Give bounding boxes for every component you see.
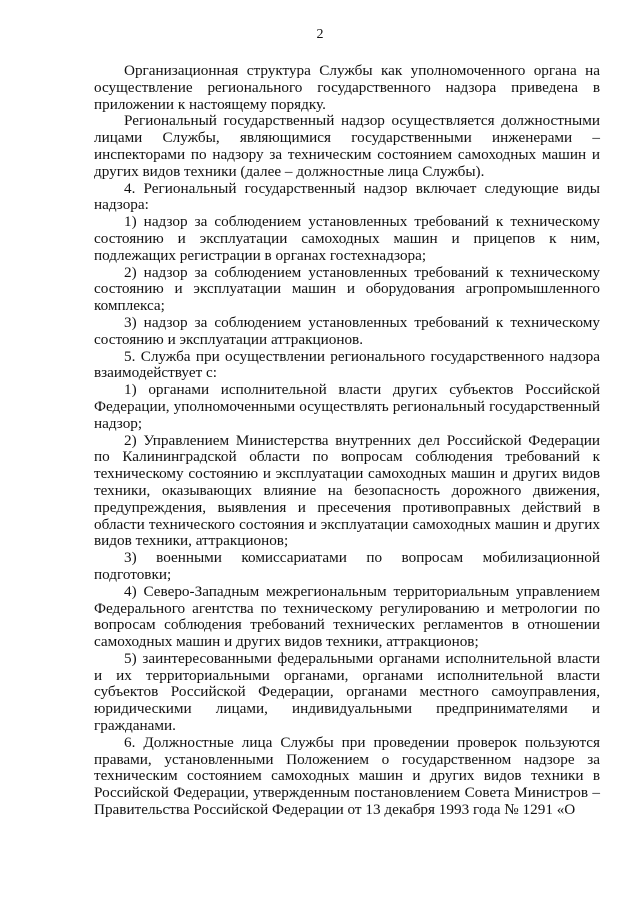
- paragraph-5-heading: 5. Служба при осуществлении регионального государственного надзора взаимодействует с:: [94, 347, 600, 382]
- paragraph-4-item-1: 1) надзор за соблюдением установленных требований к техническому состоянию и эксплуатации самоходных машин и прицепов к ним, подлежащих регистрации в органах гостехнадзора;: [94, 213, 600, 264]
- paragraph-4-item-3: 3) надзор за соблюдением установленных требований к техническому состоянию и эксплуатации аттракционов.: [94, 313, 600, 348]
- paragraph-4-heading: 4. Региональный государственный надзор включает следующие виды надзора:: [94, 179, 600, 214]
- paragraph-6: 6. Должностные лица Службы при проведении проверок пользуются правами, установленными Положением о государственном надзоре за техническим состоянием самоходных машин и других видов техники в Российской Федерации, утвержденным постановлением Совета Министров – Правительства Российской Федерации от 13 декабря 1993 года № 1291 «О: [94, 733, 600, 819]
- page-number: 2: [316, 27, 324, 42]
- paragraph-5-item-1: 1) органами исполнительной власти других субъектов Российской Федерации, уполномоченными осуществлять региональный государственный надзор;: [94, 381, 600, 432]
- paragraph-5-item-5: 5) заинтересованными федеральными органами исполнительной власти и их территориальными органами, органами исполнительной власти субъектов Российской Федерации, органами местного самоуправления, юридическими лицами, индивидуальными предпринимателями и гражданами.: [94, 649, 600, 735]
- paragraph-officials: Региональный государственный надзор осуществляется должностными лицами Службы, являющимися государственными инженерами – инспекторами по надзору за техническим состоянием самоходных машин и других видов техники (далее – должностные лица Службы).: [94, 112, 600, 180]
- paragraph-5-item-2: 2) Управлением Министерства внутренних дел Российской Федерации по Калининградской области по вопросам соблюдения требований к техническому состоянию и эксплуатации самоходных машин и других видов техники, оказывающих влияние на безопасность дорожного движения, предупреждения, выявления и пресечения противоправных действий в области технического состояния и эксплуатации самоходных машин и других видов техники, аттракционов;: [94, 431, 600, 550]
- paragraph-5-item-4: 4) Северо-Западным межрегиональным территориальным управлением Федерального агентства по техническому регулированию и метрологии по вопросам соблюдения требований технических регламентов в отношении самоходных машин и других видов техники, аттракционов;: [94, 582, 600, 651]
- document-body: [94, 63, 600, 819]
- paragraph-4-item-2: 2) надзор за соблюдением установленных требований к техническому состоянию и эксплуатации машин и оборудования агропромышленного комплекса;: [94, 263, 600, 315]
- paragraph-structure: Организационная структура Службы как уполномоченного органа на осуществление регионального государственного надзора приведена в приложении к настоящему порядку.: [94, 62, 600, 113]
- paragraph-5-item-3: 3) военными комиссариатами по вопросам мобилизационной подготовки;: [94, 549, 600, 583]
